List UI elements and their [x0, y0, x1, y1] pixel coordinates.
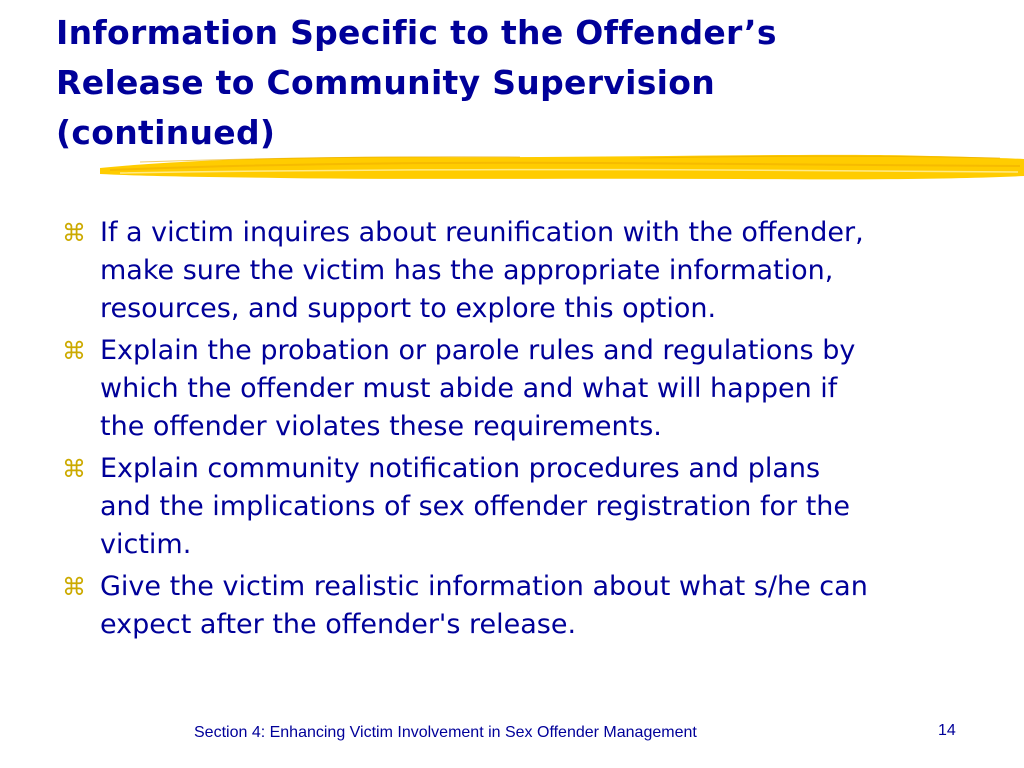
bullet-text-line: which the offender must abide and what will happen if	[100, 373, 838, 404]
slide-footer: Section 4: Enhancing Victim Involvement in Sex Offender Management	[194, 724, 697, 741]
bullet-text-line: Give the victim realistic information about what s/he can	[100, 571, 868, 602]
slide-title	[56, 8, 986, 158]
bullet-text-line: the offender violates these requirements.	[100, 411, 662, 442]
bullet-text	[100, 332, 962, 446]
command-key-icon: ⌘	[62, 455, 86, 483]
list-item	[62, 568, 962, 644]
bullet-text-line: victim.	[100, 529, 192, 560]
bullet-text-line: resources, and support to explore this option.	[100, 293, 717, 324]
slide-title-line: Information Specific to the Offender’s	[56, 13, 777, 52]
bullet-text-line: If a victim inquires about reunification with the offender,	[100, 217, 864, 248]
slide-title-line: Release to Community Supervision	[56, 63, 716, 102]
slide-title-line: (continued)	[56, 113, 276, 152]
bullet-text-line: Explain community notification procedures and plans	[100, 453, 821, 484]
bullet-text	[100, 568, 962, 644]
command-key-icon: ⌘	[62, 573, 86, 601]
page-number: 14	[938, 722, 956, 739]
bullet-text-line: make sure the victim has the appropriate information,	[100, 255, 834, 286]
bullet-text-line: expect after the offender's release.	[100, 609, 577, 640]
command-key-icon: ⌘	[62, 337, 86, 365]
list-item	[62, 214, 962, 328]
bullet-text-line: and the implications of sex offender registration for the	[100, 491, 851, 522]
bullet-text-line: Explain the probation or parole rules and regulations by	[100, 335, 856, 366]
list-item	[62, 332, 962, 446]
title-underline-brush-stroke	[100, 146, 1024, 186]
bullet-text	[100, 214, 962, 328]
list-item	[62, 450, 962, 564]
bullet-text	[100, 450, 962, 564]
command-key-icon: ⌘	[62, 219, 86, 247]
bullet-list	[62, 214, 962, 648]
